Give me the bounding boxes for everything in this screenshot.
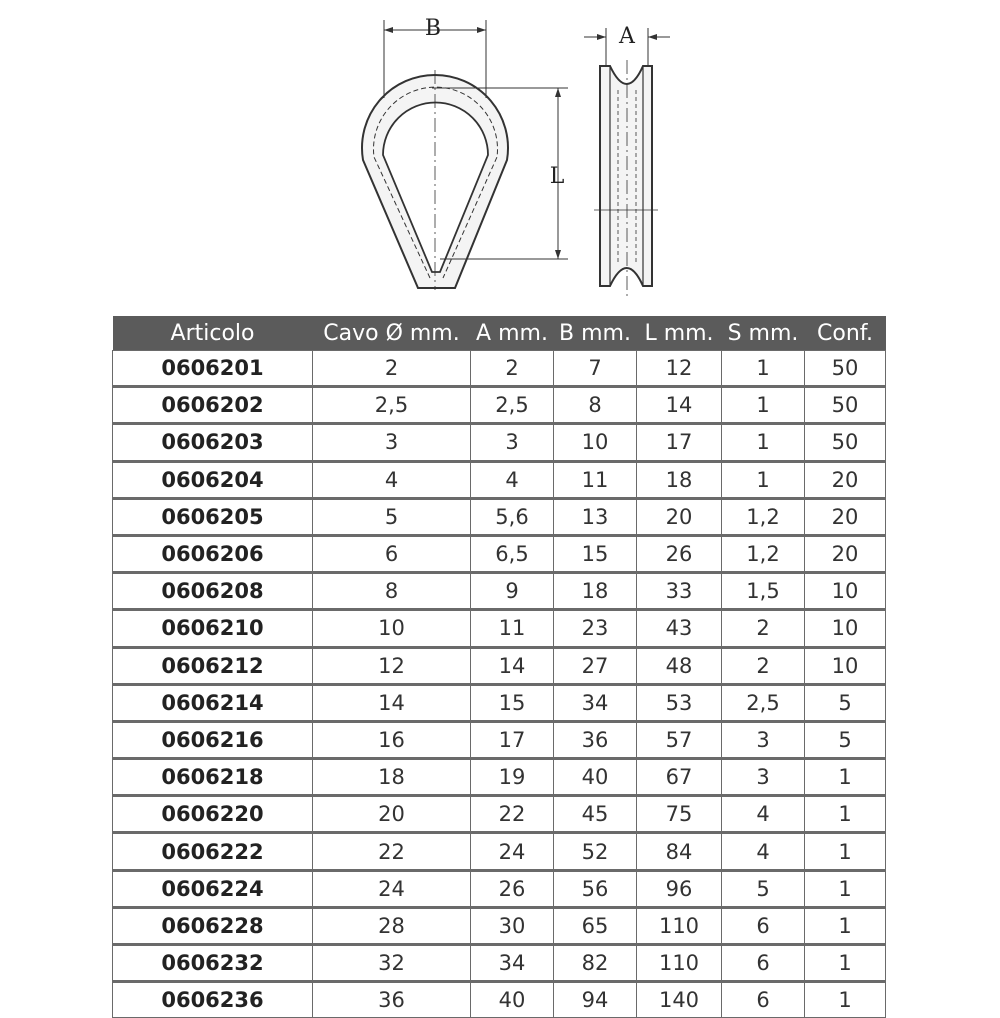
table-header-row: [113, 316, 886, 351]
specification-table: [112, 316, 886, 1018]
table-row: [113, 721, 886, 758]
pack-qty: 1: [805, 796, 886, 833]
header-cavo: Cavo Ø mm.: [313, 316, 471, 351]
article-code: 0606222: [113, 833, 313, 870]
pack-qty: 20: [805, 461, 886, 498]
table-row: [113, 610, 886, 647]
cable-diameter: 4: [313, 461, 471, 498]
table-row: [113, 387, 886, 424]
article-code: 0606236: [113, 982, 313, 1018]
article-code: 0606228: [113, 907, 313, 944]
dim-s: 2: [722, 610, 805, 647]
dim-b: 8: [554, 387, 637, 424]
cable-diameter: 22: [313, 833, 471, 870]
table-body: [113, 351, 886, 1018]
dim-b: 13: [554, 498, 637, 535]
dim-s: 1,2: [722, 535, 805, 572]
dim-a: 22: [471, 796, 554, 833]
header-conf: Conf.: [805, 316, 886, 351]
dim-b: 45: [554, 796, 637, 833]
dim-s: 2: [722, 647, 805, 684]
dim-l: 84: [637, 833, 722, 870]
dim-b: 56: [554, 870, 637, 907]
dim-b: 40: [554, 759, 637, 796]
pack-qty: 20: [805, 498, 886, 535]
dim-s: 1: [722, 461, 805, 498]
dim-a: 11: [471, 610, 554, 647]
dim-b: 11: [554, 461, 637, 498]
cable-diameter: 10: [313, 610, 471, 647]
dim-a: 30: [471, 907, 554, 944]
article-code: 0606210: [113, 610, 313, 647]
cable-diameter: 12: [313, 647, 471, 684]
dim-b: 18: [554, 573, 637, 610]
cable-diameter: 2,5: [313, 387, 471, 424]
cable-diameter: 24: [313, 870, 471, 907]
dim-s: 6: [722, 945, 805, 982]
dim-b: 36: [554, 721, 637, 758]
table-row: [113, 461, 886, 498]
dim-a: 34: [471, 945, 554, 982]
cable-diameter: 20: [313, 796, 471, 833]
dim-l: 110: [637, 945, 722, 982]
dim-a: 4: [471, 461, 554, 498]
cable-diameter: 8: [313, 573, 471, 610]
dim-b: 23: [554, 610, 637, 647]
dim-a: 15: [471, 684, 554, 721]
header-l: L mm.: [637, 316, 722, 351]
dim-b: 52: [554, 833, 637, 870]
pack-qty: 1: [805, 982, 886, 1018]
pack-qty: 5: [805, 721, 886, 758]
thimble-side-view: [584, 28, 670, 300]
dim-s: 1: [722, 424, 805, 461]
dim-s: 4: [722, 833, 805, 870]
dim-a: 9: [471, 573, 554, 610]
dim-s: 1: [722, 387, 805, 424]
article-code: 0606224: [113, 870, 313, 907]
dim-s: 1,2: [722, 498, 805, 535]
header-b: B mm.: [554, 316, 637, 351]
dim-s: 4: [722, 796, 805, 833]
dim-s: 6: [722, 982, 805, 1018]
pack-qty: 10: [805, 573, 886, 610]
article-code: 0606218: [113, 759, 313, 796]
pack-qty: 5: [805, 684, 886, 721]
dim-a: 6,5: [471, 535, 554, 572]
cable-diameter: 36: [313, 982, 471, 1018]
header-articolo: Articolo: [113, 316, 313, 351]
header-a: A mm.: [471, 316, 554, 351]
dimension-label-l: L: [549, 164, 565, 189]
dim-s: 1,5: [722, 573, 805, 610]
dim-b: 34: [554, 684, 637, 721]
dim-a: 24: [471, 833, 554, 870]
table-row: [113, 573, 886, 610]
article-code: 0606202: [113, 387, 313, 424]
dim-l: 12: [637, 351, 722, 387]
thimble-front-view: [362, 20, 568, 290]
pack-qty: 50: [805, 387, 886, 424]
cable-diameter: 32: [313, 945, 471, 982]
table-row: [113, 498, 886, 535]
cable-diameter: 6: [313, 535, 471, 572]
dim-a: 2,5: [471, 387, 554, 424]
dim-s: 3: [722, 759, 805, 796]
table-row: [113, 870, 886, 907]
dim-a: 19: [471, 759, 554, 796]
header-s: S mm.: [722, 316, 805, 351]
dimension-label-b: B: [424, 16, 442, 41]
cable-diameter: 18: [313, 759, 471, 796]
pack-qty: 1: [805, 870, 886, 907]
pack-qty: 1: [805, 833, 886, 870]
pack-qty: 20: [805, 535, 886, 572]
dim-l: 43: [637, 610, 722, 647]
dim-l: 53: [637, 684, 722, 721]
cable-diameter: 2: [313, 351, 471, 387]
article-code: 0606201: [113, 351, 313, 387]
dim-a: 5,6: [471, 498, 554, 535]
dim-b: 7: [554, 351, 637, 387]
dim-l: 57: [637, 721, 722, 758]
article-code: 0606206: [113, 535, 313, 572]
pack-qty: 10: [805, 610, 886, 647]
dim-l: 14: [637, 387, 722, 424]
dim-b: 27: [554, 647, 637, 684]
table-row: [113, 907, 886, 944]
table-row: [113, 759, 886, 796]
dim-b: 65: [554, 907, 637, 944]
dim-b: 94: [554, 982, 637, 1018]
dim-s: 2,5: [722, 684, 805, 721]
article-code: 0606208: [113, 573, 313, 610]
article-code: 0606203: [113, 424, 313, 461]
article-code: 0606204: [113, 461, 313, 498]
table-row: [113, 351, 886, 387]
cable-diameter: 14: [313, 684, 471, 721]
table-row: [113, 796, 886, 833]
dim-a: 17: [471, 721, 554, 758]
dim-l: 18: [637, 461, 722, 498]
article-code: 0606232: [113, 945, 313, 982]
dim-b: 10: [554, 424, 637, 461]
thimble-technical-drawing: [340, 0, 720, 305]
dim-a: 2: [471, 351, 554, 387]
dim-s: 1: [722, 351, 805, 387]
pack-qty: 50: [805, 424, 886, 461]
dim-l: 20: [637, 498, 722, 535]
article-code: 0606214: [113, 684, 313, 721]
table-row: [113, 535, 886, 572]
pack-qty: 1: [805, 907, 886, 944]
dim-l: 140: [637, 982, 722, 1018]
dim-b: 82: [554, 945, 637, 982]
pack-qty: 1: [805, 759, 886, 796]
article-code: 0606205: [113, 498, 313, 535]
cable-diameter: 3: [313, 424, 471, 461]
pack-qty: 1: [805, 945, 886, 982]
dimension-label-a: A: [619, 24, 635, 49]
dim-b: 15: [554, 535, 637, 572]
dim-a: 40: [471, 982, 554, 1018]
dim-l: 48: [637, 647, 722, 684]
cable-diameter: 28: [313, 907, 471, 944]
article-code: 0606220: [113, 796, 313, 833]
pack-qty: 50: [805, 351, 886, 387]
dim-l: 26: [637, 535, 722, 572]
table-row: [113, 647, 886, 684]
dim-l: 110: [637, 907, 722, 944]
dim-l: 17: [637, 424, 722, 461]
dim-l: 33: [637, 573, 722, 610]
table-row: [113, 945, 886, 982]
article-code: 0606216: [113, 721, 313, 758]
cable-diameter: 16: [313, 721, 471, 758]
dim-l: 75: [637, 796, 722, 833]
dim-l: 67: [637, 759, 722, 796]
dim-l: 96: [637, 870, 722, 907]
pack-qty: 10: [805, 647, 886, 684]
table-row: [113, 684, 886, 721]
article-code: 0606212: [113, 647, 313, 684]
dim-s: 3: [722, 721, 805, 758]
table-row: [113, 833, 886, 870]
table-row: [113, 424, 886, 461]
dim-s: 6: [722, 907, 805, 944]
dim-a: 26: [471, 870, 554, 907]
cable-diameter: 5: [313, 498, 471, 535]
dim-s: 5: [722, 870, 805, 907]
dim-a: 3: [471, 424, 554, 461]
dim-a: 14: [471, 647, 554, 684]
